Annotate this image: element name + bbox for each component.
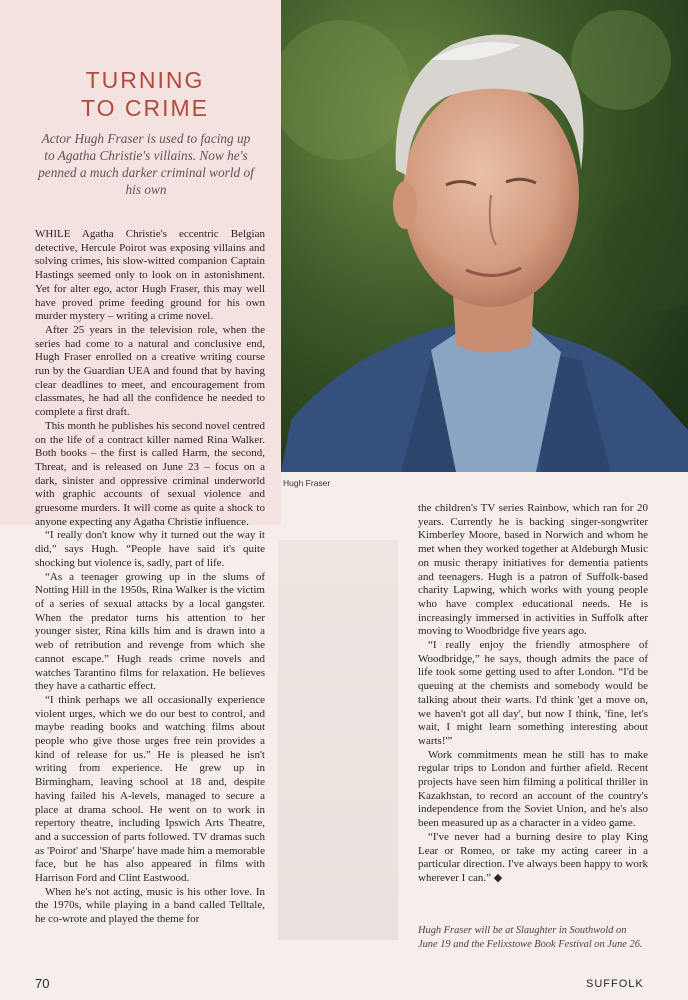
photo-caption: Hugh Fraser — [283, 478, 331, 488]
headline-line-1: TURNING — [85, 67, 205, 93]
body-paragraph: After 25 years in the television role, when the series had come to a natural and conclusive end, Hugh Fraser enrolled on a creative writing course run by the Guardian UEA and found that by having clear deadlines to meet, and encouragement from classmates, he had all the confidence he needed to complete a first draft. — [35, 323, 265, 419]
headline — [40, 66, 250, 122]
body-paragraph: “I really enjoy the friendly atmosphere of Woodbridge,” he says, though admits the pace of life took some getting used to after London. “I'd be queuing at the chemists and somebody would be talking about their warts. I'd think 'get a move on, we haven't got all day', but now I think, 'fine, let's wait, I might learn something interesting about warts!'” — [418, 639, 648, 747]
body-paragraph: “I've never had a burning desire to play King Lear or Romeo, or take my acting career in a particular direction. I've always been happy to work wherever I can.” ◆ — [418, 830, 648, 884]
body-paragraph: WHILE Agatha Christie's eccentric Belgian detective, Hercule Poirot was exposing villains and solving crimes, his slow-witted companion Captain Hastings seemed only to look on in astonishment. Yet for alter ego, actor Hugh Fraser, this may well have proved prime feeding ground for his own murder mystery – writing a crime novel. — [35, 228, 265, 323]
portrait-illustration — [281, 0, 688, 472]
body-paragraph: “I think perhaps we all occasionally experience violent urges, which we do our best to control, and maybe reading books and watching films about people who give those urges free rein provides a kind of release for us.” He is pleased he isn't writing from experience. He grew up in Birmingham, leaving school at 18 and, despite having failed his A-levels, managed to secure a place at drama school. He went on to work in repertory theatre, including Ipswich Arts Theatre, and a succession of parts followed. TV dramas such as 'Poirot' and 'Sharpe' have made him a memorable face, but he has also appeared in films with Harrison Ford and Clint Eastwood. — [35, 693, 265, 885]
body-paragraph: Work commitments mean he still has to make regular trips to London and further afield. Recent projects have seen him filming a political thriller in Kazakhstan, to record an account of the country's independence from the Soviet Union, and he's also been measured up as a character in a video game. — [418, 748, 648, 830]
event-credit: Hugh Fraser will be at Slaughter in Southwold on June 19 and the Felixstowe Book Festival on June 26. — [418, 925, 643, 950]
page-number: 70 — [35, 976, 50, 991]
portrait-photo — [281, 0, 688, 472]
standfirst: Actor Hugh Fraser is used to facing up to Agatha Christie's villains. Now he's penned a much darker criminal world of his own — [38, 131, 254, 197]
body-paragraph: the children's TV series Rainbow, which ran for 20 years. Currently he is backing singer-songwriter Kimberley Moore, based in Norwich and whom he met when they worked together at Aldeburgh Music on music therapy initiatives for dementia patients and teenagers. Hugh is a patron of Suffolk-based charity Lapwing, which works with young people who have complex educational needs. He is increasingly immersed in activities in Suffolk after moving to Woodbridge five years ago. — [418, 502, 648, 638]
show-through-image — [278, 540, 398, 940]
body-paragraph: When he's not acting, music is his other love. In the 1970s, while playing in a band called Telltale, he co-wrote and played the theme for — [35, 885, 265, 926]
body-paragraph: This month he publishes his second novel centred on the life of a contract killer named Rina Walker. Both books – the first is called Harm, the second, Threat, and is released on June 23 – focus on a dark, sinister and oppressive criminal underworld with graphic accounts of sexual violence and gruesome murders. It will come as quite a shock to anyone expecting any Agatha Christie influence. — [35, 419, 265, 528]
article-column-2 — [418, 502, 648, 886]
body-paragraph: “I really don't know why it turned out the way it did,” says Hugh. “People have said it's quite shocking but violence is, sadly, part of life. — [35, 529, 265, 569]
article-column-1 — [35, 228, 265, 927]
magazine-name: SUFFOLK — [586, 978, 644, 990]
body-paragraph: “As a teenager growing up in the slums of Notting Hill in the 1950s, Rina Walker is the victim of a series of sexual attacks by a local gangster. When the predator turns his attention to her younger sister, Rina kills him and is drawn into a web of retribution and revenge from which she cannot escape.” Hugh reads crime novels and watches Tarantino films for relaxation. He believes they have a cathartic effect. — [35, 570, 265, 693]
headline-line-2: TO CRIME — [80, 95, 210, 121]
